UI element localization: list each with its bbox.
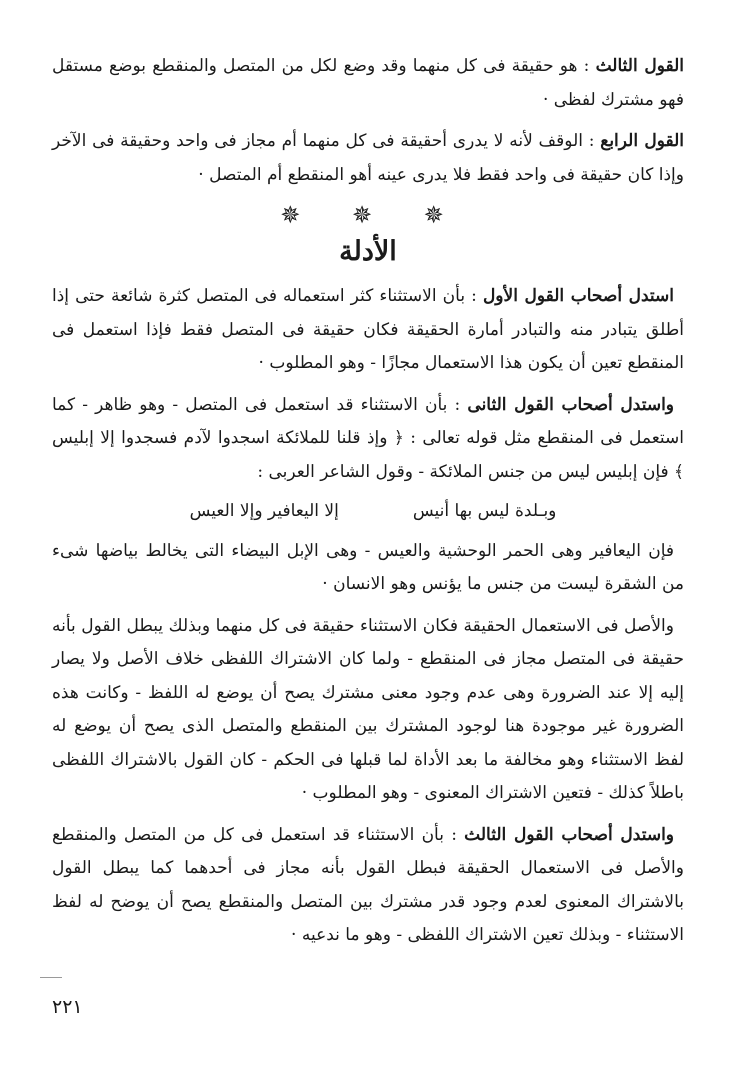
paragraph-text: : هو حقيقة فى كل منهما وقد وضع لكل من المتصل والمنقطع بوضع مستقل فهو مشترك لفظى · [52,56,684,110]
paragraph-text: فإن اليعافير وهى الحمر الوحشية والعيس - وهى الإبل البيضاء التى يخالط بياضها شىء من الشقرة ليست من جنس ما يؤنس وهو الانسان · [52,540,684,594]
paragraph-evidence-second [52,389,684,490]
paragraph-explanation [52,535,684,602]
section-heading: الأدلة [339,236,397,267]
paragraph-lead: القول الثالث [595,56,684,76]
paragraph-lead: القول الرابع [600,131,685,151]
poetry-verse [52,495,684,529]
paragraph-lead: استدل أصحاب القول الأول [482,286,675,306]
section-separator: ✵ ✵ ✵ [280,201,466,229]
page-number: ٢٢١ [52,996,83,1018]
paragraph-evidence-third [52,819,684,953]
paragraph-lead: واستدل أصحاب القول الثانى [467,394,675,415]
paragraph-text: : الوقف لأنه لا يدرى أحقيقة فى كل منهما أم مجاز فى واحد وحقيقة فى الآخر وإذا كان حقيقة فى واحد فقط فلا يدرى عينه أهو المنقطع أم المتصل · [52,131,684,185]
paragraph-fourth-opinion [52,125,684,192]
paragraph-text: : بأن الاستثناء كثر استعماله فى المتصل كثرة شائعة حتى إذا أطلق يتبادر منه والتبادر أمارة الحقيقة فكان حقيقة فى المتصل فقط فإذا استعمل فى المنقطع تعين أن يكون هذا الاستعمال مجازًا - وهو المطلوب · [52,286,684,373]
verse-first-hemistich: وبـلدة ليس بها أنيس [412,501,557,521]
paragraph-text: والأصل فى الاستعمال الحقيقة فكان الاستثناء حقيقة فى كل منهما وبذلك يبطل القول بأنه حقيقة فى المتصل مجاز فى المنقطع - ولما كان الاشتراك اللفظى خلاف الأصل ولا يصار إليه إلا عند الضرورة وهى عدم وجود معنى مشترك يصح أن يوضع له اللفظ - وكانت هذه الضرورة غير موجودة هنا لوجود المشترك بين المنقطع والمتصل الذى يصح أن يوضع له لفظ الاستثناء وهو مخالفة ما بعد الأداة لما قبلها فى الحكم - كان القول بالاشتراك اللفظى باطلاً كذلك - فتعين الاشتراك المعنوى - وهو المطلوب · [52,615,684,803]
paragraph-lead: واستدل أصحاب القول الثالث [464,824,675,845]
paragraph-evidence-first [52,280,684,381]
paragraph-third-opinion [52,50,684,117]
page-body [52,50,684,961]
verse-second-hemistich: إلا اليعافير وإلا العيس [189,501,339,521]
paragraph-text: : بأن الاستثناء قد استعمل فى المتصل - وهو ظاهر - كما استعمل فى المنقطع مثل قوله تعالى : ﴿ وإذ قلنا للملائكة اسجدوا لآدم فسجدوا إلا إبليس ﴾ فإن إبليس ليس من جنس الملائكة - وقول الشاعر العربى : [52,394,684,482]
paragraph-conclusion [52,610,684,811]
margin-mark [40,977,62,978]
paragraph-text: : بأن الاستثناء قد استعمل فى كل من المتصل والمنقطع والأصل فى الاستعمال الحقيقة فبطل القول بأنه مجاز فى أحدهما كما يبطل القول بالاشتراك المعنوى لعدم وجود قدر مشترك بين المتصل والمنقطع يصح أن يوضح له لفظ الاستثناء - وبذلك تعين الاشتراك اللفظى - وهو ما ندعيه · [52,824,684,945]
